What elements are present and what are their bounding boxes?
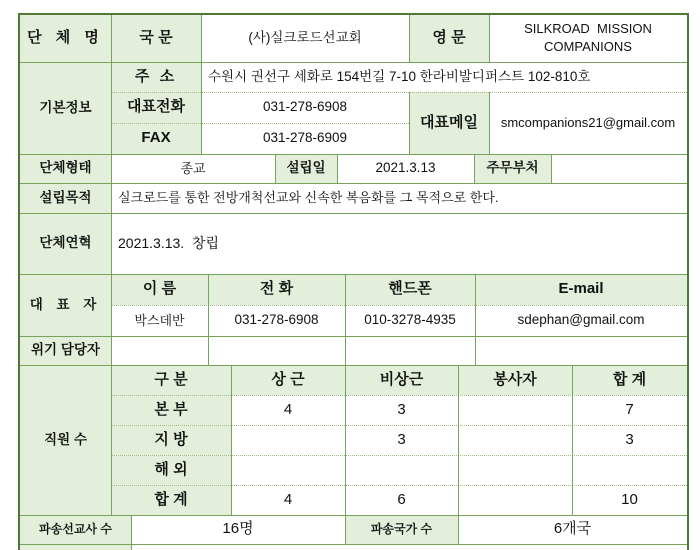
phone-value: 031-278-6908 — [262, 99, 348, 115]
staff-header-fulltime: 상 근 — [231, 365, 345, 395]
staff-cell: 3 — [397, 400, 406, 418]
purpose-value: 실크로드를 통한 전방개척선교와 신속한 복음화를 그 목적으로 한다. — [118, 190, 499, 206]
email-value: smcompanions21@gmail.com — [500, 115, 676, 131]
grid-line — [458, 365, 459, 544]
history-value: 2021.3.13. 창립 — [118, 235, 219, 252]
english-name-line2: COMPANIONS — [544, 39, 632, 54]
rep-phone: 031-278-6908 — [234, 312, 319, 328]
grid-line — [409, 14, 410, 62]
grid-line — [111, 395, 687, 396]
staff-cell — [345, 455, 458, 485]
staff-cell: 4 — [283, 400, 293, 418]
grid-line — [20, 515, 687, 516]
email-label: 대표메일 — [409, 92, 489, 154]
staff-cell: 4 — [283, 490, 293, 508]
grid-line — [20, 274, 687, 275]
staff-row-label: 본 부 — [111, 395, 231, 425]
staff-cell — [231, 425, 345, 455]
staff-count-label: 직원 수 — [20, 365, 111, 515]
table-border-right — [687, 13, 689, 550]
founded-label: 설립일 — [275, 154, 337, 183]
crisis-email — [475, 336, 687, 365]
grid-line — [475, 274, 476, 365]
org-type-value: 종교 — [180, 160, 206, 176]
staff-cell: 3 — [397, 430, 406, 448]
staff-cell: 6 — [397, 490, 406, 508]
purpose-label: 설립목적 — [20, 183, 111, 213]
rep-col-phone: 전 화 — [208, 274, 345, 305]
grid-line — [20, 213, 687, 214]
grid-line — [337, 154, 338, 183]
english-name-line1: SILKROAD MISSION — [524, 21, 652, 37]
grid-line — [201, 14, 202, 154]
staff-cell: 3 — [625, 430, 634, 448]
grid-line — [111, 485, 687, 486]
crisis-mobile — [345, 336, 475, 365]
staff-header-category: 구 분 — [111, 365, 231, 395]
address-value: 수원시 권선구 세화로 154번길 7-10 한라비발디퍼스트 102-810호 — [208, 68, 591, 84]
staff-cell — [458, 485, 572, 515]
grid-line — [20, 336, 687, 337]
staff-row-label: 합 계 — [111, 485, 231, 515]
staff-cell: 7 — [625, 400, 634, 418]
fax-label: FAX — [111, 123, 201, 154]
staff-row-label: 해 외 — [111, 455, 231, 485]
rep-mobile: 010-3278-4935 — [364, 312, 456, 328]
staff-cell — [231, 455, 345, 485]
grid-line — [20, 183, 687, 184]
grid-line — [572, 365, 573, 515]
staff-header-parttime: 비상근 — [345, 365, 458, 395]
staff-header-volunteer: 봉사자 — [458, 365, 572, 395]
rep-col-name: 이 름 — [111, 274, 208, 305]
grid-line — [551, 154, 552, 183]
fax-value: 031-278-6909 — [262, 130, 348, 146]
org-type-label: 단체형태 — [20, 154, 111, 183]
org-name-label: 단 체 명 — [20, 14, 111, 62]
ministry-value — [551, 154, 687, 183]
history-label: 단체연혁 — [20, 213, 111, 274]
rep-col-mobile: 핸드폰 — [345, 274, 475, 305]
crisis-phone — [208, 336, 345, 365]
grid-line — [131, 515, 132, 550]
grid-line — [489, 14, 490, 62]
crisis-manager-label: 위기 담당자 — [20, 336, 111, 365]
grid-line — [20, 154, 687, 155]
ministry-label: 주무부처 — [474, 154, 551, 183]
missionary-count-label: 파송선교사 수 — [20, 515, 131, 544]
grid-line — [345, 274, 346, 365]
staff-row-label: 지 방 — [111, 425, 231, 455]
english-name-value — [489, 14, 687, 62]
country-count-label: 파송국가 수 — [345, 515, 458, 544]
grid-line — [111, 14, 112, 515]
staff-cell — [572, 455, 687, 485]
staff-cell — [458, 425, 572, 455]
grid-line — [20, 365, 687, 366]
grid-line — [111, 92, 687, 93]
staff-cell: 10 — [621, 490, 638, 508]
founded-value: 2021.3.13 — [375, 160, 436, 176]
phone-label: 대표전화 — [111, 92, 201, 123]
grid-line — [231, 365, 232, 515]
english-name-label: 영 문 — [409, 14, 489, 62]
grid-line — [489, 92, 490, 154]
missionary-count-value: 16명 — [222, 520, 254, 538]
grid-line — [111, 123, 409, 124]
grid-line — [111, 425, 687, 426]
staff-cell — [458, 395, 572, 425]
basic-info-label: 기본정보 — [20, 62, 111, 154]
crisis-name — [111, 336, 208, 365]
grid-line — [208, 274, 209, 365]
grid-line — [474, 154, 475, 183]
table-border-top — [18, 13, 689, 15]
staff-cell — [458, 455, 572, 485]
address-label: 주 소 — [111, 62, 201, 92]
rep-col-email: E-mail — [475, 274, 687, 305]
grid-line — [111, 305, 687, 306]
grid-line — [345, 365, 346, 544]
table-border-left — [18, 13, 20, 550]
rep-name: 박스데반 — [134, 312, 185, 328]
korean-name-label: 국 문 — [111, 14, 201, 62]
grid-line — [20, 544, 687, 545]
korean-name-value: (사)실크로드선교회 — [248, 29, 362, 45]
country-count-value: 6개국 — [553, 520, 592, 538]
representative-label: 대 표 자 — [20, 274, 111, 336]
grid-line — [111, 455, 687, 456]
staff-header-total: 합 계 — [572, 365, 687, 395]
grid-line — [275, 154, 276, 183]
grid-line — [20, 62, 687, 63]
grid-line — [409, 92, 410, 154]
rep-email: sdephan@gmail.com — [517, 312, 645, 328]
